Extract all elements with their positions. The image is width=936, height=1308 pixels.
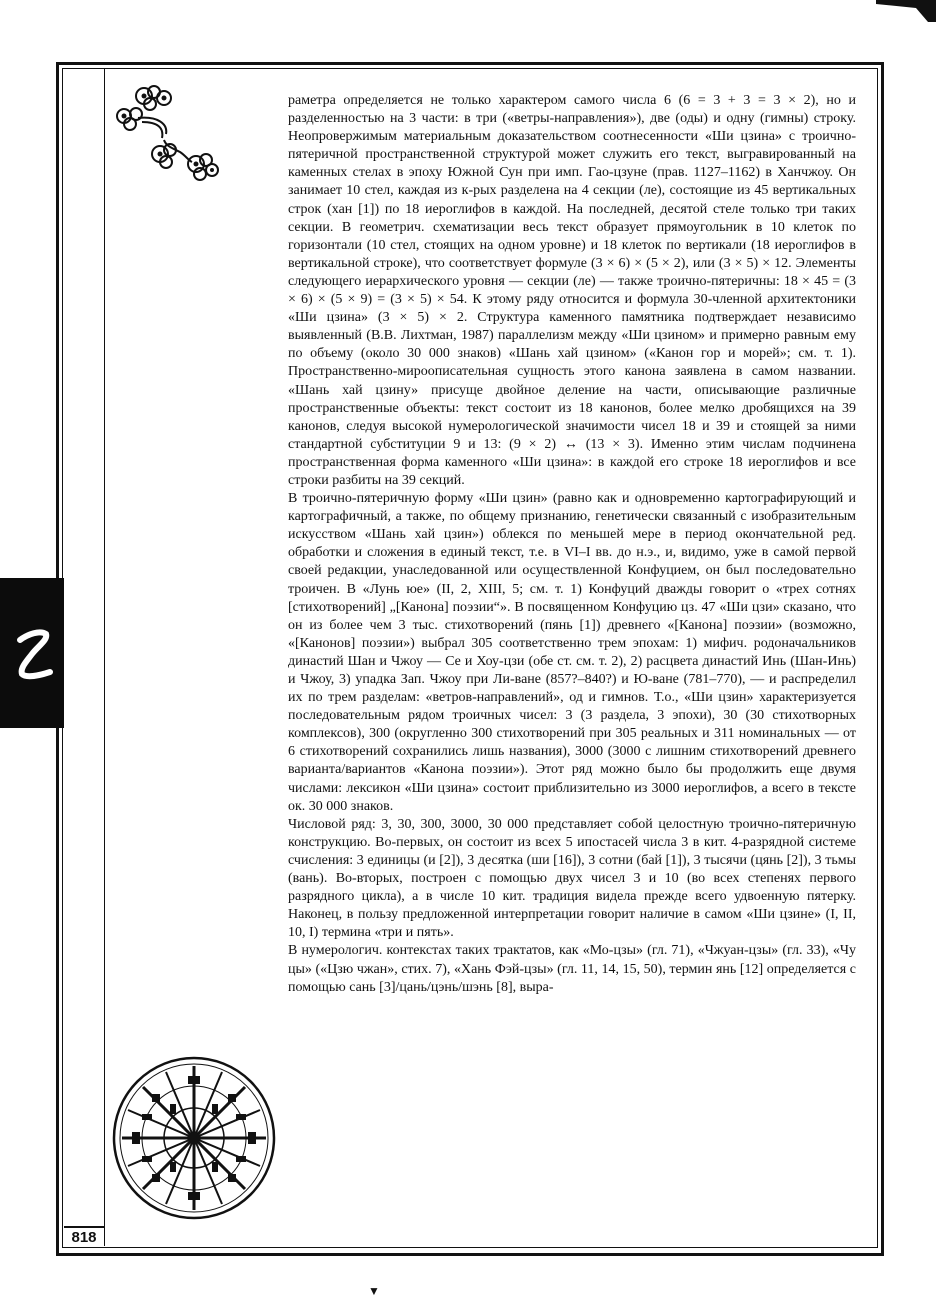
chapter-tab [0, 578, 64, 728]
circular-seal-icon [108, 1052, 280, 1224]
print-speck: ▼ [368, 1284, 380, 1298]
hook-glyph-icon [10, 620, 56, 684]
cloud-ornament-icon [108, 82, 228, 202]
article-text [288, 92, 856, 997]
paragraph: В троично-пятеричную форму «Ши цзин» (равно как и одновременно картографирующий и картографичный, а также, по общему признанию, генетически связанный с изобразительным искусством «Шань хай цзин») облекся по меньшей мере в период окончательной ред. обработки и сложения в единый текст, т.е. в VI–I вв. до н.э., и, видимо, уже в самой первой своей редакции, унаследованной или осуществленной Конфуцием, он был последовательно троичен. В «Лунь юе» (II, 2, XIII, 5; см. т. 1) Конфуций дважды говорит о «трех сотнях [стихотворений] „[Канона] поэзии“». В посвященном Конфуцию цз. 47 «Ши цзи» сказано, что он из более чем 3 тыс. стихотворений (пянь [1]) древнего «[Канона] поэзии» (возможно, «[Канонов] поэзии») выбрал 305 соответственно трем эпохам: 1) мифич. родоначальников династий Шан и Чжоу — Се и Хоу-цзи (обе ст. см. т. 2), 2) расцвета династий Инь (Шан-Инь) и Чжоу, 3) упадка Зап. Чжоу при Ли-ване (857?–840?) и Ю-ване (781–770), — и распределил их по трем разделам: «ветров-направлений», од и гимнов. Т.о., «Ши цзин» характеризуется последовательным рядом троичных чисел: 3 (3 раздела, 3 эпохи), 30 (30 стихотворных комплексов), 300 (округленно 300 стихотворений при 305 реальных и 311 номинальных — от 6 стихотворений сохранились лишь названия), 3000 (3000 с лишним стихотворений древнего варианта/вариантов «Канона поэзии»). Этот ряд можно было бы продолжить еще двумя числами: лексикон «Ши цзина» состоит приблизительно из 3000 иероглифов, а всего в тексте ок. 30 000 знаков. [288, 491, 856, 814]
margin-rule [104, 68, 105, 1246]
paragraph: Числовой ряд: 3, 30, 300, 3000, 30 000 представляет собой целостную троично-пятеричную конструкцию. Во-первых, он состоит из всех 5 ипостасей числа 3 в кит. 4-разрядной системе счисления: 3 единицы (и [2]), 3 десятка (ши [16]), 3 сотни (бай [1]), 3 тысячи (цянь [2]), 3 тьмы (вань). Во-вторых, построен с помощью двух чисел 3 и 10 (во всех степенях первого разрядного цикла), а в числе 10 кит. традиция видела прежде всего удвоенную пятерку. Наконец, в пользу предложенной интерпретации говорит наличие в самом «Ши цзине» (I, II, 10, I) термина «три и пять». [288, 816, 856, 941]
page-number: 818 [64, 1226, 104, 1248]
corner-arrow-mark [876, 0, 936, 22]
paragraph: раметра определяется не только характером самого числа 6 (6 = 3 + 3 = 3 × 2), но и разделенностью на 3 части: в три («ветры-направления»), две (оды) и одну (гимны) строку. Неопровержимым материальным доказательством соотнесенности «Ши цзина» с троично-пятеричной пространственной структурой может служить его текст, выгравированный на каменных стелах в эпоху Южной Сун при имп. Гао-цзуне (прав. 1127–1162) в Ханчжоу. Он занимает 10 стел, каждая из к-рых разделена на 4 секции (ле), состоящие из 45 вертикальных строк (хан [1]) по 18 иероглифов в каждой. На последней, десятой стеле только три таких секции. В геометрич. схематизации весь текст образует прямоугольник в 10 клеток по горизонтали (10 стел, стоящих на одном уровне) и 18 клеток по вертикали (18 иероглифов в вертикальной строке), что соответствует формуле (3 × 6) × (5 × 2), или (3 × 5) × 12. Элементы следующего иерархического уровня — секции (ле) — также троично-пятеричны: 18 × 45 = (3 × 6) × (5 × 9) = (3 × 5) × 54. К этому ряду относится и формула 30-членной архитектоники «Ши цзина» (3 × 5) × 2. Структура каменного памятника подтверждает независимо выявленный (В.В. Лихтман, 1987) параллелизм между «Ши цзином» и примерно равным ему по объему (около 30 000 знаков) «Шань хай цзином» («Канон гор и морей»; см. т. 1). Пространственно-мироописательная сущность этого канона заявлена в самом названии. «Шань хай цзину» присуще двойное деление на части, описывающие различные пространственные объекты: текст состоит из 18 канонов, более мелко дробящихся на 39 канонов, следуя высокой нумерологической значимости чисел 18 и 39 и стоящей за ними стандартной субституции 9 и 13: (9 × 2) ↔ (13 × 3). Именно этим числам подчинена пространственная форма каменного «Ши цзина»: в каждой его строке 18 иероглифов и все строки разбиты на 39 секций. [288, 93, 856, 488]
paragraph: В нумерологич. контекстах таких трактатов, как «Мо-цзы» (гл. 71), «Чжуан-цзы» (гл. 33), «Чу цы» («Цзю чжан», стих. 7), «Хань Фэй-цзы» (гл. 11, 14, 15, 50), термин янь [12] определяется с помощью сань [3]/цань/цэнь/шэнь [8], выра- [288, 943, 856, 995]
